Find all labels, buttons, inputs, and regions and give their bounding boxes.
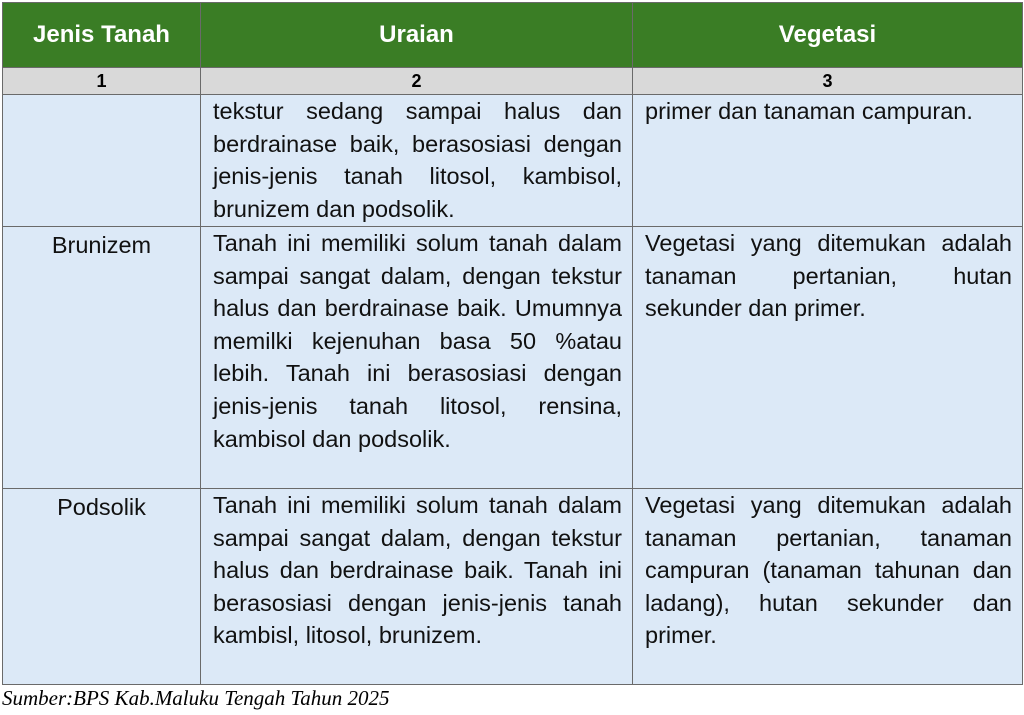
cell-jenis-tanah — [3, 95, 201, 227]
cell-vegetasi: Vegetasi yang ditemukan adalah tanaman pertanian, tanaman campuran (tanaman tahunan dan ladang), hutan sekunder dan primer. — [633, 489, 1023, 685]
header-row — [3, 3, 1023, 68]
soil-type-table — [2, 2, 1023, 685]
header-vegetasi: Vegetasi — [633, 3, 1023, 68]
column-number-row — [3, 68, 1023, 95]
cell-vegetasi: Vegetasi yang ditemukan adalah tanaman pertanian, hutan sekunder dan primer. — [633, 227, 1023, 489]
cell-uraian: tekstur sedang sampai halus dan berdrainase baik, berasosiasi dengan jenis-jenis tanah litosol, kambisol, brunizem dan podsolik. — [201, 95, 633, 227]
table-row — [3, 95, 1023, 227]
header-uraian: Uraian — [201, 3, 633, 68]
column-number-2: 2 — [201, 68, 633, 95]
column-number-1: 1 — [3, 68, 201, 95]
header-jenis-tanah: Jenis Tanah — [3, 3, 201, 68]
column-number-3: 3 — [633, 68, 1023, 95]
cell-uraian: Tanah ini memiliki solum tanah dalam sampai sangat dalam, dengan tekstur halus dan berdrainase baik. Tanah ini berasosiasi dengan jenis-jenis tanah kambisl, litosol, brunizem. — [201, 489, 633, 685]
cell-vegetasi: primer dan tanaman campuran. — [633, 95, 1023, 227]
cell-jenis-tanah: Podsolik — [3, 489, 201, 685]
table-row — [3, 227, 1023, 489]
soil-type-table-wrapper — [2, 2, 1022, 685]
cell-uraian: Tanah ini memiliki solum tanah dalam sampai sangat dalam, dengan tekstur halus dan berdrainase baik. Umumnya memilki kejenuhan basa 50 %atau lebih. Tanah ini berasosiasi dengan jenis-jenis tanah litosol, rensina, kambisol dan podsolik. — [201, 227, 633, 489]
source-caption: Sumber:BPS Kab.Maluku Tengah Tahun 2025 — [2, 686, 390, 710]
table-row — [3, 489, 1023, 685]
cell-jenis-tanah: Brunizem — [3, 227, 201, 489]
